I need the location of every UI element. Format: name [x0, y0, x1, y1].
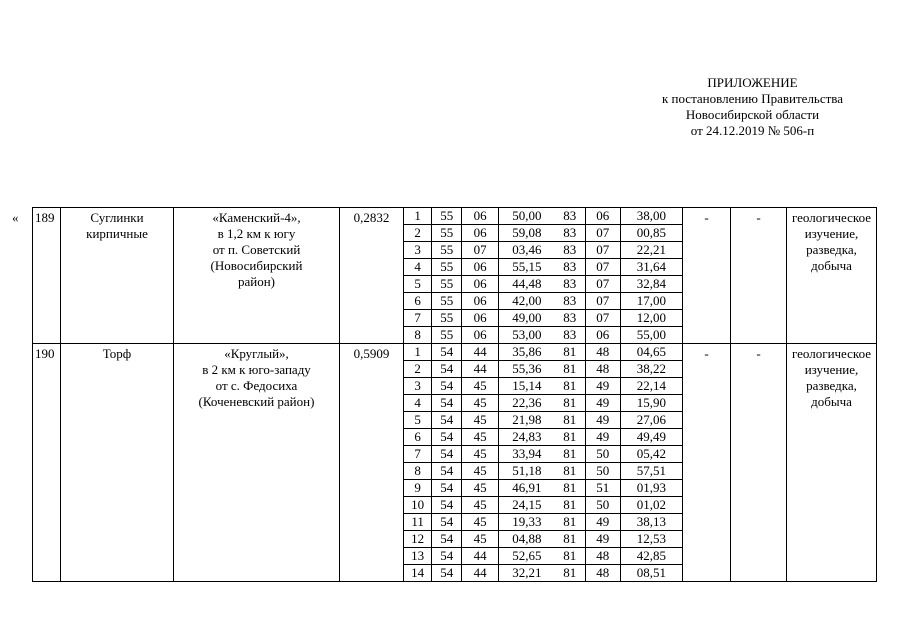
- lat-seconds: 03,46: [498, 242, 555, 259]
- purpose-description: [787, 344, 877, 582]
- lon-degrees: 81: [555, 514, 585, 531]
- lon-seconds: 22,14: [620, 378, 682, 395]
- lat-minutes: 45: [462, 378, 498, 395]
- lat-degrees: 54: [432, 497, 462, 514]
- lat-degrees: 54: [432, 395, 462, 412]
- lon-minutes: 50: [585, 463, 620, 480]
- lat-seconds: 24,15: [498, 497, 555, 514]
- area-value: [340, 208, 404, 344]
- lon-seconds: 08,51: [620, 565, 682, 582]
- lat-degrees: 54: [432, 361, 462, 378]
- point-number: 6: [404, 293, 432, 310]
- lon-degrees: 81: [555, 429, 585, 446]
- document-header: [600, 75, 905, 139]
- lat-degrees: 54: [432, 344, 462, 361]
- purpose-description-line: добыча: [811, 394, 852, 409]
- lon-seconds: 05,42: [620, 446, 682, 463]
- lat-degrees: 55: [432, 225, 462, 242]
- lon-minutes: 51: [585, 480, 620, 497]
- lon-minutes: 50: [585, 497, 620, 514]
- lon-degrees: 81: [555, 412, 585, 429]
- coordinate-row: [404, 242, 682, 259]
- lat-minutes: 07: [462, 242, 498, 259]
- lon-degrees: 83: [555, 225, 585, 242]
- coordinates-table: [404, 208, 682, 343]
- column-a-value: [683, 208, 731, 344]
- lon-seconds: 22,21: [620, 242, 682, 259]
- coordinate-row: [404, 327, 682, 344]
- record-number-value: 189: [35, 210, 55, 225]
- lat-minutes: 45: [462, 531, 498, 548]
- coordinate-row: [404, 208, 682, 225]
- lon-seconds: 42,85: [620, 548, 682, 565]
- coordinate-row: [404, 395, 682, 412]
- lat-degrees: 54: [432, 548, 462, 565]
- lat-minutes: 44: [462, 565, 498, 582]
- site-description-line: (Новосибирский: [210, 258, 303, 273]
- lat-minutes: 06: [462, 293, 498, 310]
- purpose-description: [787, 208, 877, 344]
- lon-seconds: 55,00: [620, 327, 682, 344]
- lat-seconds: 35,86: [498, 344, 555, 361]
- point-number: 12: [404, 531, 432, 548]
- column-b-value-value: -: [756, 346, 761, 361]
- lon-seconds: 17,00: [620, 293, 682, 310]
- column-a-value-value: -: [704, 346, 709, 361]
- lat-seconds: 24,83: [498, 429, 555, 446]
- lon-minutes: 49: [585, 412, 620, 429]
- point-number: 10: [404, 497, 432, 514]
- area-value-value: 0,2832: [353, 210, 390, 225]
- lon-minutes: 07: [585, 242, 620, 259]
- point-number: 4: [404, 395, 432, 412]
- lat-seconds: 51,18: [498, 463, 555, 480]
- lat-minutes: 45: [462, 395, 498, 412]
- lat-minutes: 06: [462, 208, 498, 225]
- record-number-value: 190: [35, 346, 55, 361]
- point-number: 5: [404, 276, 432, 293]
- site-description-line: в 2 км к юго-западу: [202, 362, 311, 377]
- lat-minutes: 45: [462, 497, 498, 514]
- lat-seconds: 42,00: [498, 293, 555, 310]
- lon-seconds: 04,65: [620, 344, 682, 361]
- lat-seconds: 44,48: [498, 276, 555, 293]
- purpose-description-line: разведка,: [806, 378, 857, 393]
- lat-seconds: 49,00: [498, 310, 555, 327]
- mineral-name-line: Торф: [102, 346, 132, 361]
- lon-seconds: 38,13: [620, 514, 682, 531]
- lat-degrees: 54: [432, 463, 462, 480]
- lat-seconds: 33,94: [498, 446, 555, 463]
- lat-seconds: 04,88: [498, 531, 555, 548]
- site-description-line: от с. Федосиха: [215, 378, 298, 393]
- lat-degrees: 55: [432, 259, 462, 276]
- lon-minutes: 50: [585, 446, 620, 463]
- lat-degrees: 54: [432, 480, 462, 497]
- opening-quote: «: [12, 210, 19, 225]
- point-number: 2: [404, 225, 432, 242]
- lat-minutes: 06: [462, 225, 498, 242]
- lat-seconds: 46,91: [498, 480, 555, 497]
- mineral-name-line: кирпичные: [86, 226, 148, 241]
- coordinate-row: [404, 514, 682, 531]
- point-number: 2: [404, 361, 432, 378]
- lat-degrees: 54: [432, 565, 462, 582]
- lon-degrees: 83: [555, 259, 585, 276]
- coordinate-row: [404, 378, 682, 395]
- lon-degrees: 81: [555, 497, 585, 514]
- lon-minutes: 06: [585, 327, 620, 344]
- lon-minutes: 49: [585, 514, 620, 531]
- lon-degrees: 83: [555, 310, 585, 327]
- lat-degrees: 55: [432, 208, 462, 225]
- lat-degrees: 54: [432, 446, 462, 463]
- lat-seconds: 22,36: [498, 395, 555, 412]
- column-b-value: [731, 344, 787, 582]
- header-title: ПРИЛОЖЕНИЕ: [707, 75, 798, 90]
- lon-degrees: 83: [555, 208, 585, 225]
- lon-seconds: 01,02: [620, 497, 682, 514]
- lon-seconds: 15,90: [620, 395, 682, 412]
- purpose-description-line: геологическое: [791, 346, 872, 361]
- lon-seconds: 12,00: [620, 310, 682, 327]
- lon-degrees: 81: [555, 480, 585, 497]
- point-number: 14: [411, 565, 425, 580]
- mineral-name: [61, 344, 174, 582]
- lat-minutes: 06: [462, 327, 498, 344]
- lat-minutes: 45: [462, 514, 498, 531]
- point-number: 11: [404, 514, 432, 531]
- lat-degrees: 55: [432, 242, 462, 259]
- mineral-name-line: Суглинки: [90, 210, 144, 225]
- lon-seconds: 32,84: [620, 276, 682, 293]
- lat-seconds: 32,21: [498, 565, 555, 582]
- point-number: 1: [404, 344, 432, 361]
- record-number: [33, 344, 61, 582]
- site-description: [174, 208, 340, 344]
- column-b-value-value: -: [756, 210, 761, 225]
- lon-minutes: 48: [585, 565, 620, 582]
- lat-degrees: 55: [432, 310, 462, 327]
- point-number: 1: [404, 208, 432, 225]
- coordinate-row: [404, 497, 682, 514]
- lon-seconds: 57,51: [620, 463, 682, 480]
- coordinate-row: [404, 565, 682, 582]
- lon-degrees: 83: [555, 293, 585, 310]
- lat-minutes: 06: [462, 276, 498, 293]
- lon-degrees: 81: [563, 565, 577, 580]
- purpose-description-line: изучение,: [804, 362, 859, 377]
- lon-degrees: 81: [555, 361, 585, 378]
- lat-degrees: 54: [432, 378, 462, 395]
- point-number: 6: [404, 429, 432, 446]
- table-row: [33, 344, 877, 582]
- lon-minutes: 07: [585, 225, 620, 242]
- lat-degrees: 54: [432, 531, 462, 548]
- lat-degrees: 54: [432, 429, 462, 446]
- purpose-description-line: геологическое: [791, 210, 872, 225]
- lat-degrees: 55: [432, 327, 462, 344]
- lon-minutes: 49: [585, 395, 620, 412]
- column-a-value-value: -: [704, 210, 709, 225]
- lat-minutes: 06: [462, 310, 498, 327]
- lat-seconds: 50,00: [498, 208, 555, 225]
- lat-minutes: 45: [462, 463, 498, 480]
- header-line-3: Новосибирской области: [685, 107, 820, 122]
- mineral-name: [61, 208, 174, 344]
- lon-degrees: 83: [555, 242, 585, 259]
- lat-seconds: 53,00: [498, 327, 555, 344]
- site-description-line: (Коченевский район): [198, 394, 315, 409]
- lon-minutes: 06: [585, 208, 620, 225]
- lon-degrees: 81: [555, 446, 585, 463]
- lon-minutes: 49: [585, 378, 620, 395]
- area-value-value: 0,5909: [353, 346, 390, 361]
- coordinate-row: [404, 463, 682, 480]
- point-number: 4: [404, 259, 432, 276]
- lon-degrees: 81: [555, 378, 585, 395]
- lat-degrees: 55: [432, 293, 462, 310]
- lon-seconds: 27,06: [620, 412, 682, 429]
- point-number: 3: [404, 242, 432, 259]
- lon-minutes: 07: [585, 276, 620, 293]
- coordinate-row: [404, 412, 682, 429]
- lon-seconds: 31,64: [620, 259, 682, 276]
- lon-seconds: 12,53: [620, 531, 682, 548]
- site-description: [174, 344, 340, 582]
- header-date-number: от 24.12.2019 № 506-п: [690, 123, 815, 138]
- lon-degrees: 81: [555, 395, 585, 412]
- lat-minutes: 45: [462, 446, 498, 463]
- lat-minutes: 06: [462, 259, 498, 276]
- lat-seconds: 15,14: [498, 378, 555, 395]
- coordinates-table: [404, 344, 682, 581]
- lat-minutes: 45: [462, 429, 498, 446]
- point-number: 8: [414, 327, 421, 342]
- column-a-value: [683, 344, 731, 582]
- coordinate-row: [404, 276, 682, 293]
- point-number: 8: [404, 463, 432, 480]
- lon-minutes: 49: [585, 531, 620, 548]
- coordinates-cell: [404, 344, 683, 582]
- coordinate-row: [404, 446, 682, 463]
- lon-seconds: 38,00: [620, 208, 682, 225]
- site-description-line: «Каменский-4»,: [212, 210, 301, 225]
- purpose-description-line: добыча: [811, 258, 852, 273]
- header-line-2: к постановлению Правительства: [661, 91, 844, 106]
- coordinate-row: [404, 480, 682, 497]
- point-number: 5: [404, 412, 432, 429]
- coordinate-row: [404, 225, 682, 242]
- column-b-value: [731, 208, 787, 344]
- purpose-description-line: изучение,: [804, 226, 859, 241]
- lon-seconds: 01,93: [620, 480, 682, 497]
- lat-degrees: 55: [432, 276, 462, 293]
- coordinate-row: [404, 293, 682, 310]
- site-description-line: в 1,2 км к югу: [217, 226, 296, 241]
- lon-minutes: 07: [585, 293, 620, 310]
- lat-seconds: 59,08: [498, 225, 555, 242]
- point-number: 7: [404, 310, 432, 327]
- table-row: [33, 208, 877, 344]
- coordinate-row: [404, 548, 682, 565]
- point-number: 13: [404, 548, 432, 565]
- lat-seconds: 55,36: [498, 361, 555, 378]
- lon-degrees: 81: [555, 548, 585, 565]
- lon-minutes: 48: [585, 361, 620, 378]
- point-number: 9: [404, 480, 432, 497]
- lon-degrees: 81: [555, 531, 585, 548]
- lon-minutes: 07: [585, 310, 620, 327]
- record-number: [33, 208, 61, 344]
- area-value: [340, 344, 404, 582]
- lon-minutes: 48: [585, 344, 620, 361]
- site-description-line: от п. Советский: [212, 242, 301, 257]
- site-description-line: район): [237, 274, 275, 289]
- lat-seconds: 19,33: [498, 514, 555, 531]
- lon-seconds: 38,22: [620, 361, 682, 378]
- coordinate-row: [404, 361, 682, 378]
- lat-minutes: 44: [462, 548, 498, 565]
- point-number: 3: [404, 378, 432, 395]
- point-number: 7: [404, 446, 432, 463]
- lon-minutes: 49: [585, 429, 620, 446]
- coordinate-row: [404, 344, 682, 361]
- lat-seconds: 21,98: [498, 412, 555, 429]
- deposits-table: [32, 207, 877, 582]
- coordinate-row: [404, 429, 682, 446]
- lat-degrees: 54: [432, 412, 462, 429]
- lat-degrees: 54: [432, 514, 462, 531]
- site-description-line: «Круглый»,: [224, 346, 289, 361]
- lon-seconds: 00,85: [620, 225, 682, 242]
- lat-seconds: 52,65: [498, 548, 555, 565]
- lat-seconds: 55,15: [498, 259, 555, 276]
- purpose-description-line: разведка,: [806, 242, 857, 257]
- lat-minutes: 44: [462, 344, 498, 361]
- lat-minutes: 45: [462, 412, 498, 429]
- coordinate-row: [404, 531, 682, 548]
- coordinate-row: [404, 310, 682, 327]
- lon-minutes: 48: [585, 548, 620, 565]
- lon-degrees: 81: [555, 463, 585, 480]
- lat-minutes: 44: [462, 361, 498, 378]
- lon-seconds: 49,49: [620, 429, 682, 446]
- lon-degrees: 81: [555, 344, 585, 361]
- coordinate-row: [404, 259, 682, 276]
- lon-degrees: 83: [555, 276, 585, 293]
- lat-minutes: 45: [462, 480, 498, 497]
- coordinates-cell: [404, 208, 683, 344]
- lon-minutes: 07: [585, 259, 620, 276]
- lon-degrees: 83: [563, 327, 577, 342]
